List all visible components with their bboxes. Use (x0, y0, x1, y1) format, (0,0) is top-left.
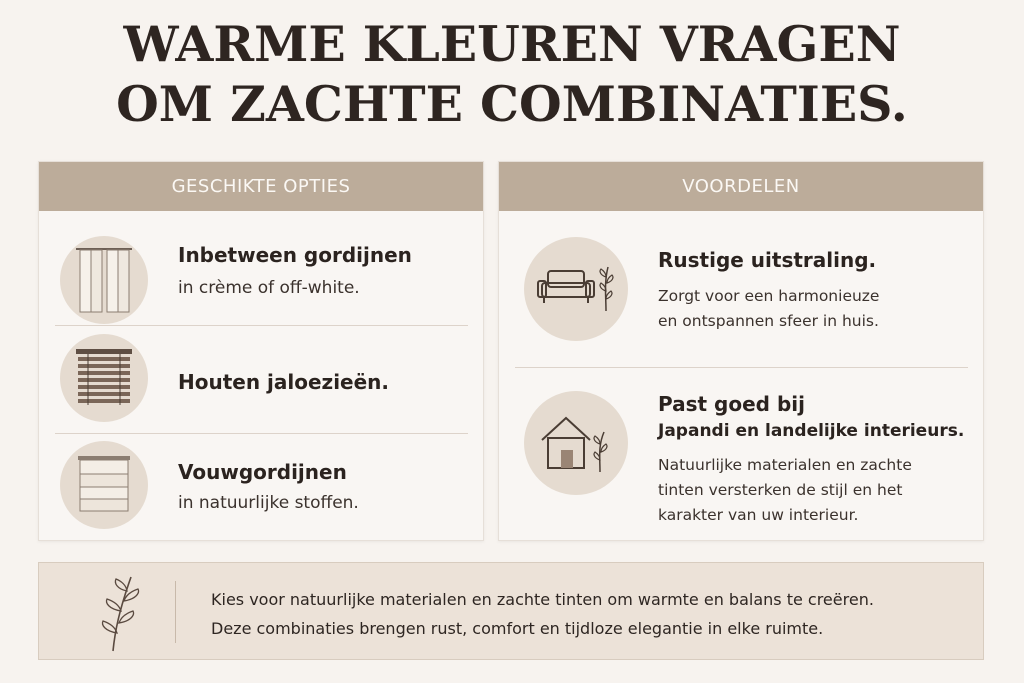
benefit-title-fit: Past goed bij (658, 392, 805, 416)
benefit-text-calm-1: Zorgt voor een harmonieuze (658, 287, 880, 305)
divider (515, 367, 968, 368)
wooden-blinds-icon (60, 334, 148, 422)
item-title-curtains: Inbetween gordijnen (178, 243, 412, 267)
benefit-title-calm: Rustige uitstraling. (658, 248, 877, 272)
title-line-2: OM ZACHTE COMBINATIES. (116, 75, 908, 133)
curtains-icon (60, 236, 148, 324)
sofa-icon (524, 237, 628, 341)
options-card (38, 161, 484, 541)
benefit-title-fit-2: Japandi en landelijke interieurs. (658, 421, 965, 441)
roman-shade-icon (60, 441, 148, 529)
tip-banner (38, 562, 984, 660)
divider (55, 433, 468, 434)
benefits-header: VOORDELEN (499, 162, 983, 211)
divider (55, 325, 468, 326)
item-title-blinds: Houten jaloezieën. (178, 370, 390, 394)
page-title (0, 14, 1024, 134)
item-subtitle-curtains: in crème of off-white. (178, 278, 360, 298)
item-title-roman-shade: Vouwgordijnen (178, 460, 347, 484)
leaf-branch-icon (95, 571, 145, 657)
benefit-text-fit-2: tinten versterken de stijl en het (658, 481, 903, 499)
options-header: GESCHIKTE OPTIES (39, 162, 483, 211)
benefit-text-fit-1: Natuurlijke materialen en zachte (658, 456, 912, 474)
benefits-card (498, 161, 984, 541)
house-icon (524, 391, 628, 495)
benefit-text-fit-3: karakter van uw interieur. (658, 506, 859, 524)
title-line-1: WARME KLEUREN VRAGEN (123, 15, 901, 73)
item-subtitle-roman-shade: in natuurlijke stoffen. (178, 493, 359, 513)
banner-text-2: Deze combinaties brengen rust, comfort en tijdloze elegantie in elke ruimte. (211, 619, 824, 638)
banner-divider (175, 581, 176, 643)
banner-text-1: Kies voor natuurlijke materialen en zachte tinten om warmte en balans te creëren. (211, 590, 874, 609)
benefit-text-calm-2: en ontspannen sfeer in huis. (658, 312, 879, 330)
